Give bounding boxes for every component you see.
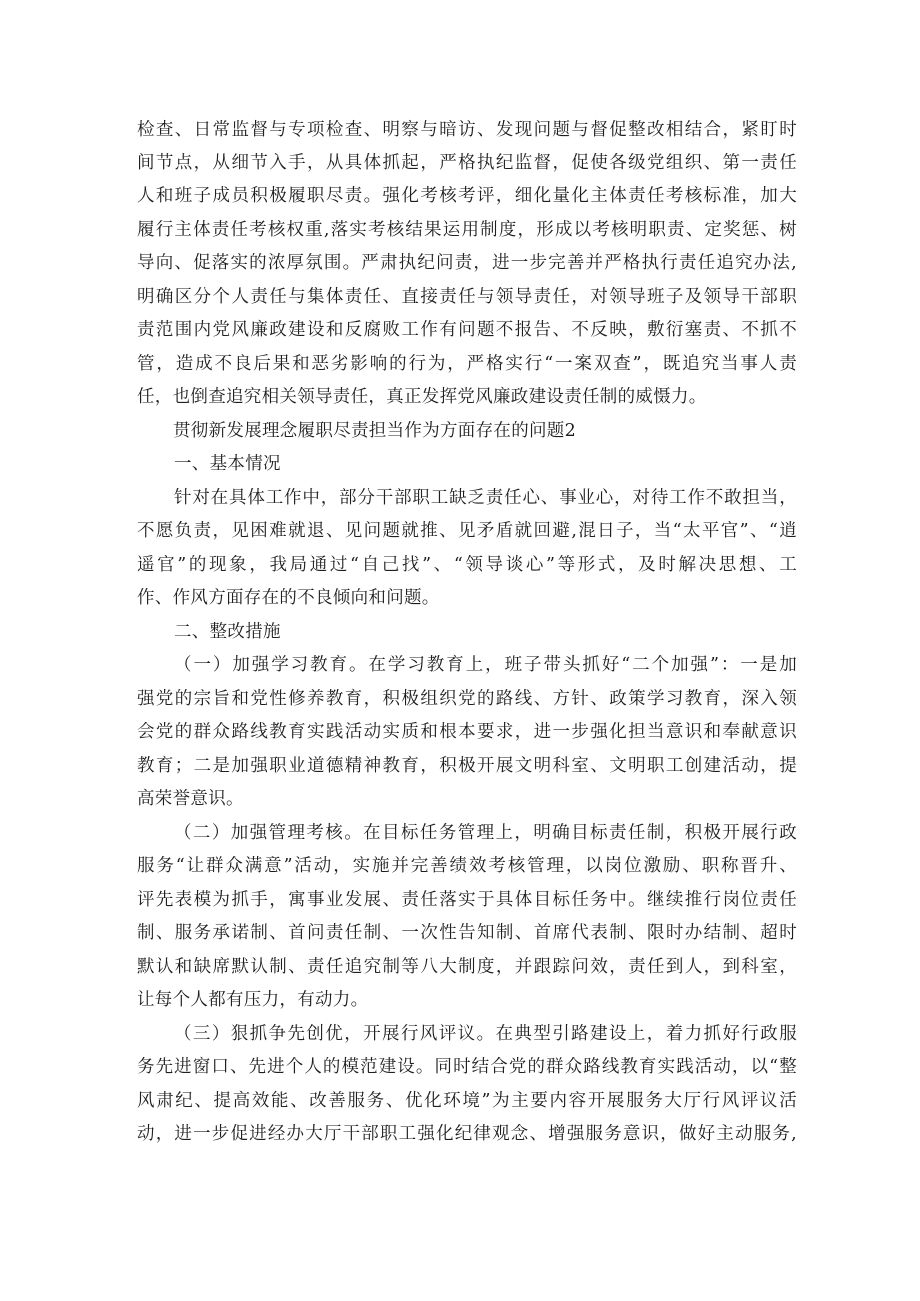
text-line: （一）加强学习教育。在学习教育上，班子带头抓好“二个加强”：一是加 bbox=[174, 655, 797, 675]
text-line: 明确区分个人责任与集体责任、直接责任与领导责任，对领导班子及领导干部职 bbox=[137, 287, 797, 307]
text-line: 会党的群众路线教育实践活动实质和根本要求，进一步强化担当意识和奉献意识 bbox=[137, 722, 797, 742]
text-line: 教育；二是加强职业道德精神教育，积极开展文明科室、文明职工创建活动，提 bbox=[137, 756, 797, 776]
text-line: 贯彻新发展理念履职尽责担当作为方面存在的问题2 bbox=[173, 421, 577, 441]
text-line: 服务“让群众满意”活动，实施并完善绩效考核管理，以岗位激励、职称晋升、 bbox=[137, 856, 797, 876]
text-line: 管，造成不良后果和恶劣影响的行为，严格实行“一案双查”，既追究当事人责 bbox=[137, 354, 797, 374]
text-line: 默认和缺席默认制、责任追究制等八大制度，并跟踪问效，责任到人，到科室， bbox=[137, 957, 797, 977]
text-line: 履行主体责任考核权重,落实考核结果运用制度，形成以考核明职责、定奖惩、树 bbox=[137, 220, 797, 240]
text-line: 动，进一步促进经办大厅干部职工强化纪律观念、增强服务意识，做好主动服务, bbox=[137, 1124, 797, 1144]
text-line: 导向、促落实的浓厚氛围。严肃执纪问责，进一步完善并严格执行责任追究办法, bbox=[137, 253, 797, 273]
text-line: 评先表模为抓手，寓事业发展、责任落实于具体目标任务中。继续推行岗位责任 bbox=[137, 890, 797, 910]
text-line: 任，也倒查追究相关领导责任，真正发挥党风廉政建设责任制的威慑力。 bbox=[137, 387, 707, 407]
text-line: 让每个人都有压力，有动力。 bbox=[137, 990, 369, 1010]
text-line: 务先进窗口、先进个人的模范建设。同时结合党的群众路线教育实践活动，以“整 bbox=[137, 1057, 797, 1077]
text-line: 针对在具体工作中，部分干部职工缺乏责任心、事业心，对待工作不敢担当， bbox=[174, 488, 797, 508]
text-line: 人和班子成员积极履职尽责。强化考核考评，细化量化主体责任考核标准，加大 bbox=[137, 186, 797, 206]
text-line: 强党的宗旨和党性修养教育，积极组织党的路线、方针、政策学习教育，深入领 bbox=[137, 689, 797, 709]
text-line: 遥官”的现象，我局通过“自己找”、“领导谈心”等形式，及时解决思想、工 bbox=[137, 555, 797, 575]
text-line: 高荣誉意识。 bbox=[137, 789, 244, 809]
text-line: 二、整改措施 bbox=[174, 622, 281, 642]
text-line: 不愿负责，见困难就退、见问题就推、见矛盾就回避,混日子，当“太平官”、“逍 bbox=[137, 521, 797, 541]
text-line: 风肃纪、提高效能、改善服务、优化环境”为主要内容开展服务大厅行风评议活 bbox=[137, 1091, 797, 1111]
text-line: 检查、日常监督与专项检查、明察与暗访、发现问题与督促整改相结合，紧盯时 bbox=[137, 120, 797, 140]
text-line: 制、服务承诺制、首问责任制、一次性告知制、首席代表制、限时办结制、超时 bbox=[137, 923, 797, 943]
text-line: 作、作风方面存在的不良倾向和问题。 bbox=[137, 588, 440, 608]
text-line: 一、基本情况 bbox=[174, 454, 281, 474]
text-line: （二）加强管理考核。在目标任务管理上，明确目标责任制，积极开展行政 bbox=[174, 823, 797, 843]
text-line: 间节点，从细节入手，从具体抓起，严格执纪监督，促使各级党组织、第一责任 bbox=[137, 153, 797, 173]
text-line: 责范围内党风廉政建设和反腐败工作有问题不报告、不反映，敷衍塞责、不抓不 bbox=[137, 320, 797, 340]
text-line: （三）狠抓争先创优，开展行风评议。在典型引路建设上，着力抓好行政服 bbox=[174, 1024, 797, 1044]
